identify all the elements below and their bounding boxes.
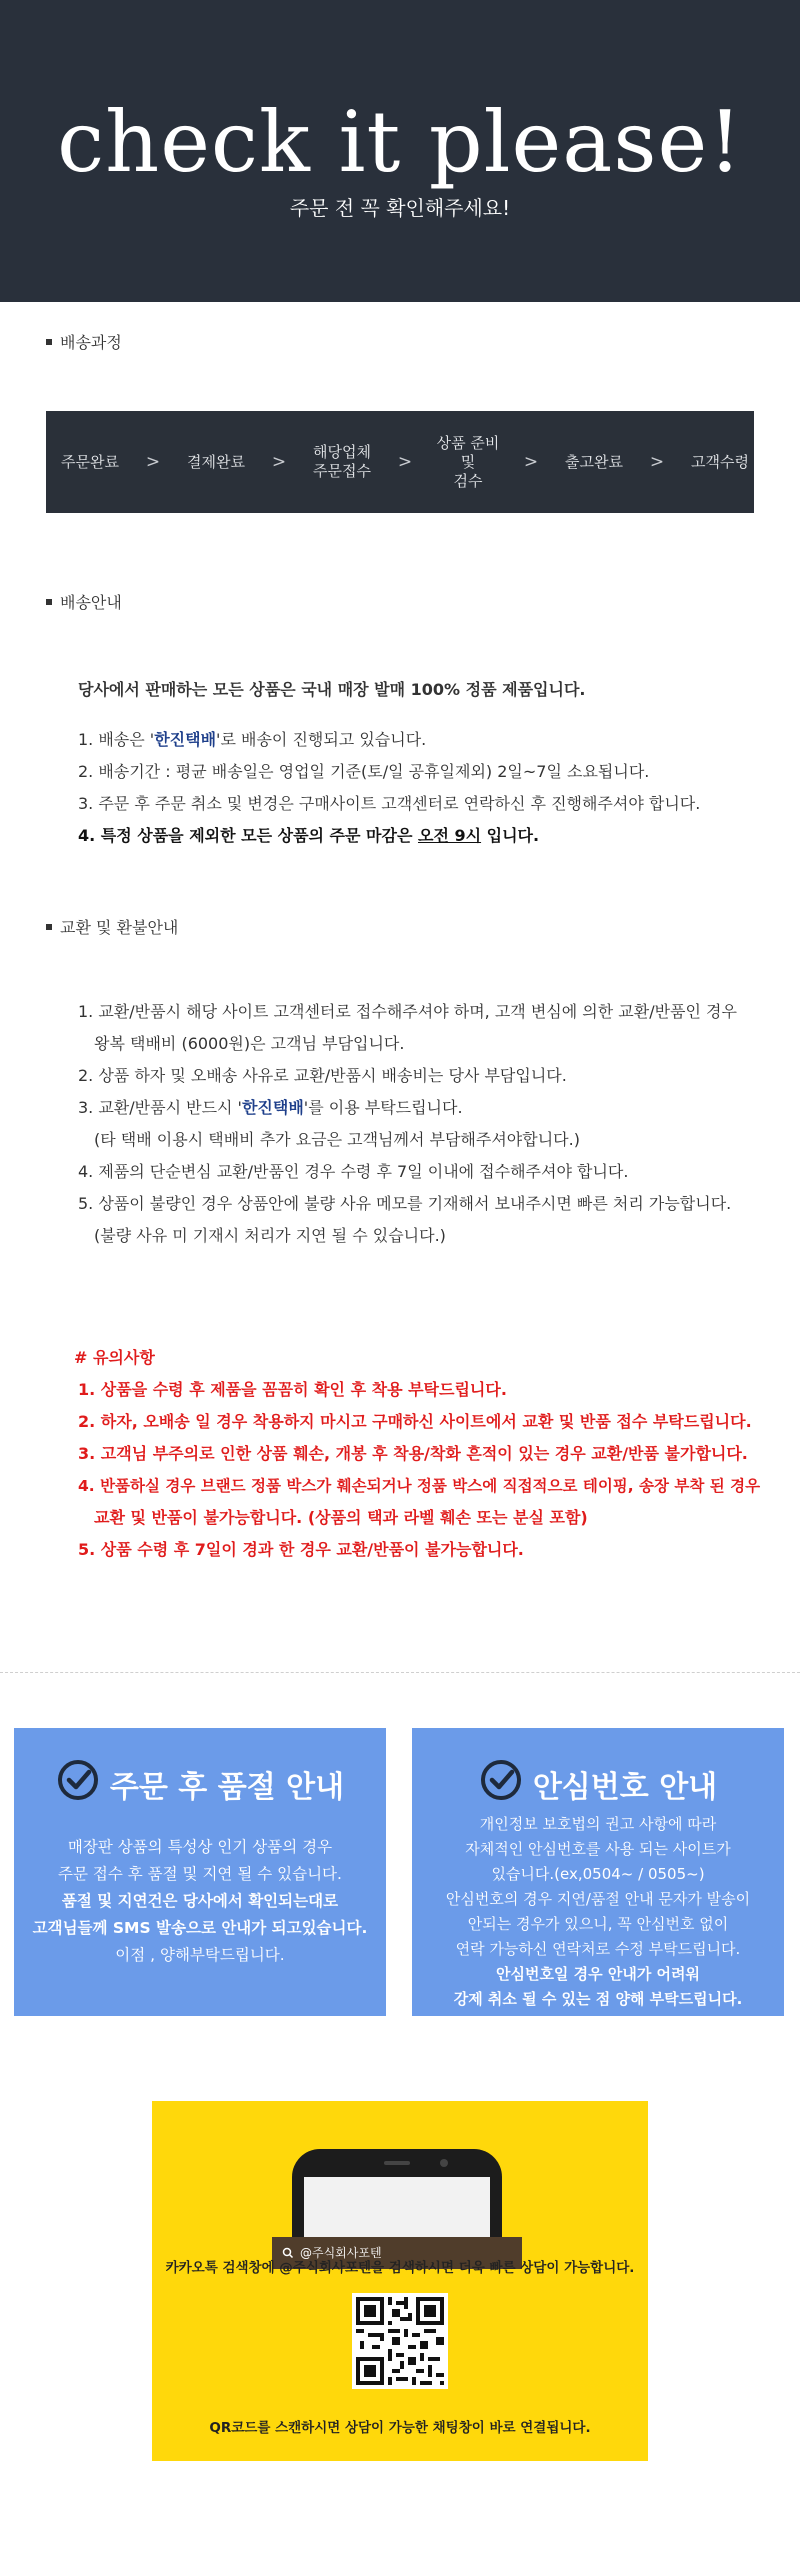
step-label: 고객수령 [691,452,749,471]
hero-subtitle: 주문 전 꼭 확인해주세요! [289,196,511,220]
hero-banner [0,0,800,302]
text-segment: 입니다. [481,826,540,845]
section-heading-shipping-info [46,590,122,613]
kakao-search-text: @주식회사포텐 [300,2246,382,2260]
shipping-intro: 당사에서 판매하는 모든 상품은 국내 매장 발매 100% 정품 제품입니다. [78,680,586,699]
card-line: 연락 가능하신 연락처로 수정 부탁드립니다. [455,1940,741,1958]
hero-title: check it please! [57,93,743,191]
section-title: 교환 및 환불안내 [60,918,179,937]
step-arrow: > [649,452,665,472]
kakao-message: 카카오톡 검색창에 @주식회사포텐을 검색하시면 더욱 빠른 상담이 가능합니다. [165,2260,635,2276]
exchange-item-3 [78,1098,463,1118]
phone-speaker [384,2161,410,2165]
card-line: 있습니다.(ex,0504~ / 0505~) [491,1865,705,1883]
step-arrow: > [145,452,161,472]
shipping-item-1 [78,730,426,750]
caution-item-2: 2. 하자, 오배송 일 경우 착용하지 마시고 구매하신 사이트에서 교환 및 반품 접수 부탁드립니다. [78,1412,752,1431]
card-line: 고객님들께 SMS 발송으로 안내가 되고있습니다. [32,1919,368,1937]
section-title: 배송안내 [60,593,122,612]
card-title-text: 안심번호 안내 [532,1770,718,1805]
caution-item-1: 1. 상품을 수령 후 제품을 꼼꼼히 확인 후 착용 부탁드립니다. [78,1380,507,1399]
step-shipped [550,453,638,472]
courier-name: 한진택배 [154,730,217,749]
card-line: 안심번호의 경우 지연/품절 안내 문자가 발송이 [445,1890,751,1908]
exchange-item-2: 2. 상품 하자 및 오배송 사유로 교환/반품시 배송비는 당사 부담입니다. [78,1066,567,1085]
card-line: 안심번호일 경우 안내가 어려워 [495,1965,701,1983]
exchange-item-5: 5. 상품이 불량인 경우 상품안에 불량 사유 메모를 기재해서 보내주시면 빠른 처리 가능합니다. [78,1194,732,1213]
text-segment: 4. 특정 상품을 제외한 모든 상품의 주문 마감은 [78,826,418,845]
step-label: 주문접수 [313,462,371,480]
exchange-item-3-note: (타 택배 이용시 택배비 추가 요금은 고객님께서 부담해주셔야합니다.) [94,1130,580,1149]
section-heading-shipping-process [46,330,122,353]
step-arrow: > [523,452,539,472]
card-body [412,1812,784,2012]
courier-name: 한진택배 [241,1098,304,1117]
section-heading-exchange-refund [46,915,178,938]
exchange-item-1: 1. 교환/반품시 해당 사이트 고객센터로 접수해주셔야 하며, 고객 변심에 의한 교환/반품인 경우 [78,1002,737,1021]
shipping-item-2: 2. 배송기간 : 평균 배송일은 영업일 기준(토/일 공휴일제외) 2일~7일 소요됩니다. [78,762,650,781]
exchange-item-1-cont: 왕복 택배비 (6000원)은 고객님 부담입니다. [94,1034,405,1053]
caution-item-5: 5. 상품 수령 후 7일이 경과 한 경우 교환/반품이 불가능합니다. [78,1540,524,1559]
text-segment: 1. 배송은 ' [78,730,155,749]
step-label: 검수 [453,471,483,490]
caution-item-4-cont: 교환 및 반품이 불가능합니다. (상품의 택과 라벨 훼손 또는 분실 포함) [94,1508,588,1527]
step-vendor-received [298,443,386,481]
step-label: 해당업체 [313,443,371,461]
card-body [14,1834,386,1969]
card-line: 자체적인 안심번호를 사용 되는 사이트가 [465,1840,731,1858]
card-title [412,1758,784,1810]
step-label: 및 [460,452,476,471]
card-line: 품절 및 지연건은 당사에서 확인되는대로 [61,1892,339,1910]
deadline-time: 오전 9시 [417,826,482,845]
text-segment: '로 배송이 진행되고 있습니다. [216,730,427,749]
text-segment: 3. 교환/반품시 반드시 ' [78,1098,242,1117]
card-line: 이점 , 양해부탁드립니다. [115,1946,285,1964]
step-label: 주문완료 [61,452,119,471]
step-payment-complete [172,453,260,472]
step-label: 출고완료 [565,452,623,471]
phone-illustration [292,2149,502,2239]
qr-code[interactable] [352,2293,448,2389]
section-title: 배송과정 [60,333,122,352]
step-order-complete [46,453,134,472]
safe-number-notice-card [412,1728,784,2016]
card-line: 안되는 경우가 있으니, 꼭 안심번호 없이 [467,1915,729,1933]
check-circle-icon [56,1758,100,1810]
caution-item-4: 4. 반품하실 경우 브랜드 정품 박스가 훼손되거나 정품 박스에 직접적으로 테이핑, 송장 부착 된 경우 [78,1477,761,1495]
step-customer-received [676,453,764,472]
phone-screen [304,2177,490,2239]
card-line: 개인정보 보호법의 권고 사항에 따라 [479,1815,717,1833]
bullet-square [46,339,52,345]
kakao-footer: QR코드를 스캔하시면 상담이 가능한 채팅창이 바로 연결됩니다. [209,2420,591,2436]
step-label: 결제완료 [187,452,245,471]
kakao-consult-panel [152,2101,648,2461]
card-title-text: 주문 후 품절 안내 [109,1770,345,1805]
section-divider [0,1672,800,1673]
caution-title: # 유의사항 [74,1348,155,1367]
card-title [14,1758,386,1810]
card-line: 강제 취소 될 수 있는 점 양해 부탁드립니다. [453,1990,743,2008]
step-arrow: > [397,452,413,472]
check-circle-icon [479,1758,523,1810]
card-line: 주문 접수 후 품절 및 지연 될 수 있습니다. [58,1865,342,1883]
shipping-item-3: 3. 주문 후 주문 취소 및 변경은 구매사이트 고객센터로 연락하신 후 진행해주셔야 합니다. [78,794,701,813]
card-line: 매장판 상품의 특성상 인기 상품의 경우 [67,1838,333,1856]
shipping-process-bar [46,411,754,513]
shipping-item-4 [78,826,539,846]
step-arrow: > [271,452,287,472]
phone-camera [440,2159,448,2167]
bullet-square [46,924,52,930]
caution-item-3: 3. 고객님 부주의로 인한 상품 훼손, 개봉 후 착용/착화 흔적이 있는 경우 교환/반품 불가합니다. [78,1444,748,1463]
exchange-item-5-note: (불량 사유 미 기재시 처리가 지연 될 수 있습니다.) [94,1226,446,1245]
exchange-item-4: 4. 제품의 단순변심 교환/반품인 경우 수령 후 7일 이내에 접수해주셔야 합니다. [78,1162,629,1181]
soldout-notice-card [14,1728,386,2016]
step-label: 상품 준비 [436,433,500,452]
text-segment: '를 이용 부탁드립니다. [303,1098,463,1117]
bullet-square [46,599,52,605]
step-prepare-inspect [424,434,512,491]
